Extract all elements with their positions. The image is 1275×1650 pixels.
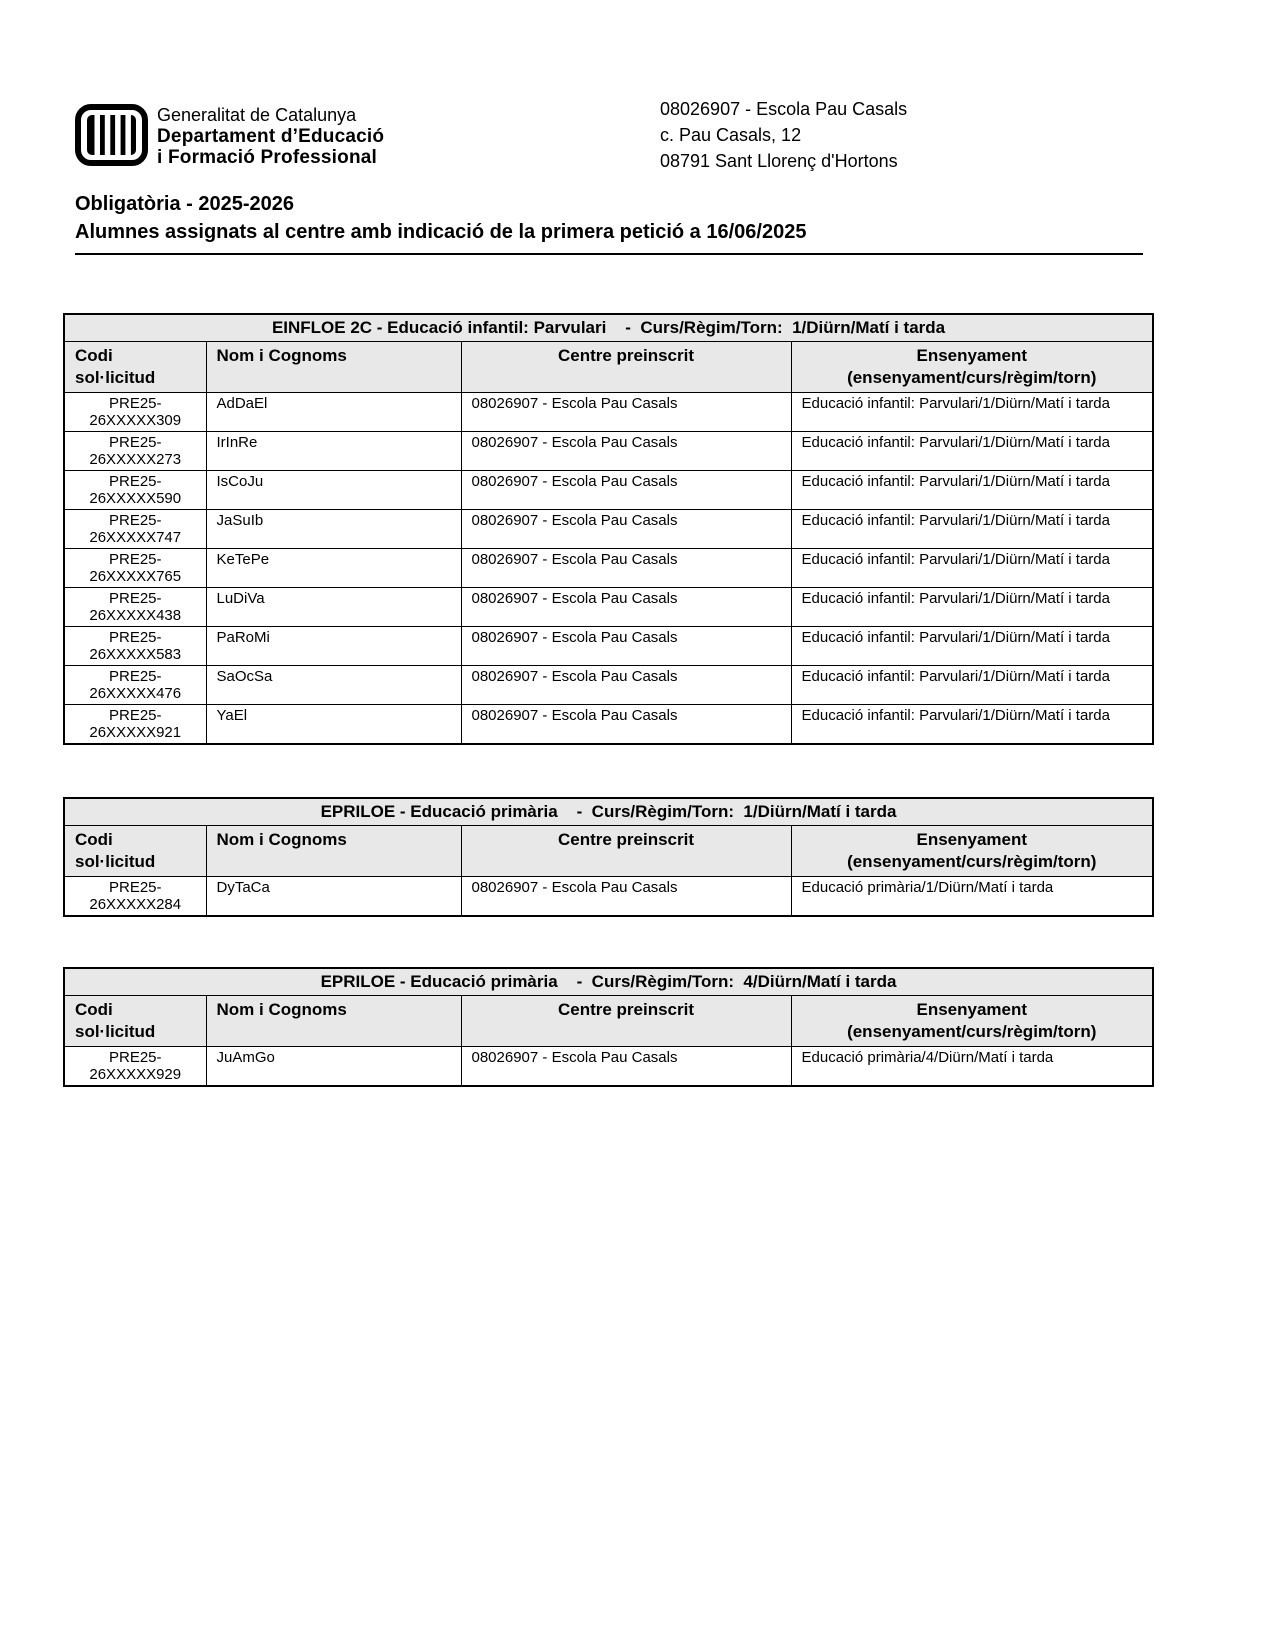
table-row <box>64 393 1153 432</box>
column-header-codi-line1: Codi <box>75 346 113 365</box>
cell-ensenyament: Educació infantil: Parvulari/1/Diürn/Matí i tarda <box>791 588 1153 627</box>
cell-ensenyament: Educació infantil: Parvulari/1/Diürn/Matí i tarda <box>791 705 1153 745</box>
cell-centre-preinscrit: 08026907 - Escola Pau Casals <box>461 510 791 549</box>
column-header-ense-line2: (ensenyament/curs/règim/torn) <box>847 368 1097 387</box>
column-header-codi-line2: sol·licitud <box>75 368 156 387</box>
table-row <box>64 432 1153 471</box>
table-caption: EPRILOE - Educació primària - Curs/Règim/Torn: 1/Diürn/Matí i tarda <box>64 798 1153 826</box>
cell-ensenyament: Educació primària/4/Diürn/Matí i tarda <box>791 1047 1153 1087</box>
cell-ensenyament: Educació infantil: Parvulari/1/Diürn/Matí i tarda <box>791 627 1153 666</box>
column-header-ense-line2: (ensenyament/curs/règim/torn) <box>847 852 1097 871</box>
cell-nom-cognoms: IrInRe <box>206 432 461 471</box>
table-caption-row <box>64 968 1153 996</box>
cell-centre-preinscrit: 08026907 - Escola Pau Casals <box>461 471 791 510</box>
cell-nom-cognoms: IsCoJu <box>206 471 461 510</box>
cell-nom-cognoms: JuAmGo <box>206 1047 461 1087</box>
table-header-row <box>64 342 1153 393</box>
brand-line-departament: Departament d’Educació <box>157 126 385 147</box>
cell-codi-sollicitud: PRE25- 26XXXXX765 <box>64 549 206 588</box>
table-row <box>64 705 1153 745</box>
cell-nom-cognoms: LuDiVa <box>206 588 461 627</box>
cell-codi-sollicitud: PRE25- 26XXXXX273 <box>64 432 206 471</box>
cell-nom-cognoms: SaOcSa <box>206 666 461 705</box>
column-header-centre: Centre preinscrit <box>461 342 791 393</box>
column-header-ensenyament <box>791 826 1153 877</box>
table-caption-row <box>64 314 1153 342</box>
cell-nom-cognoms: YaEl <box>206 705 461 745</box>
cell-centre-preinscrit: 08026907 - Escola Pau Casals <box>461 432 791 471</box>
cell-nom-cognoms: JaSuIb <box>206 510 461 549</box>
column-header-ense-line1: Ensenyament <box>916 830 1028 849</box>
column-header-nom: Nom i Cognoms <box>206 996 461 1047</box>
table-caption: EPRILOE - Educació primària - Curs/Règim/Torn: 4/Diürn/Matí i tarda <box>64 968 1153 996</box>
cell-ensenyament: Educació infantil: Parvulari/1/Diürn/Matí i tarda <box>791 471 1153 510</box>
table-caption: EINFLOE 2C - Educació infantil: Parvulari - Curs/Règim/Torn: 1/Diürn/Matí i tarda <box>64 314 1153 342</box>
table-header-row <box>64 826 1153 877</box>
school-name: 08026907 - Escola Pau Casals <box>660 99 908 119</box>
table-row <box>64 588 1153 627</box>
title-line-2: Alumnes assignats al centre amb indicació de la primera petició a 16/06/2025 <box>75 221 807 243</box>
table-row <box>64 1047 1153 1087</box>
brand-line-formacio: i Formació Professional <box>157 147 377 168</box>
school-address-block <box>660 96 907 174</box>
cell-ensenyament: Educació infantil: Parvulari/1/Diürn/Matí i tarda <box>791 510 1153 549</box>
cell-codi-sollicitud: PRE25- 26XXXXX929 <box>64 1047 206 1087</box>
document-title <box>75 190 1143 255</box>
table-row <box>64 510 1153 549</box>
column-header-ense-line1: Ensenyament <box>916 346 1028 365</box>
cell-ensenyament: Educació primària/1/Diürn/Matí i tarda <box>791 877 1153 917</box>
cell-ensenyament: Educació infantil: Parvulari/1/Diürn/Matí i tarda <box>791 432 1153 471</box>
column-header-centre: Centre preinscrit <box>461 826 791 877</box>
cell-codi-sollicitud: PRE25- 26XXXXX583 <box>64 627 206 666</box>
table-eprile-curs1 <box>63 797 1154 917</box>
cell-centre-preinscrit: 08026907 - Escola Pau Casals <box>461 1047 791 1087</box>
cell-nom-cognoms: AdDaEl <box>206 393 461 432</box>
column-header-codi <box>64 826 206 877</box>
cell-nom-cognoms: DyTaCa <box>206 877 461 917</box>
column-header-codi-line2: sol·licitud <box>75 1022 156 1041</box>
column-header-ense-line1: Ensenyament <box>916 1000 1028 1019</box>
table-header-row <box>64 996 1153 1047</box>
cell-codi-sollicitud: PRE25- 26XXXXX438 <box>64 588 206 627</box>
cell-codi-sollicitud: PRE25- 26XXXXX476 <box>64 666 206 705</box>
table-row <box>64 877 1153 917</box>
column-header-ensenyament <box>791 996 1153 1047</box>
school-city: 08791 Sant Llorenç d'Hortons <box>660 151 898 171</box>
tables-container <box>63 313 1152 1087</box>
column-header-codi-line2: sol·licitud <box>75 852 156 871</box>
cell-centre-preinscrit: 08026907 - Escola Pau Casals <box>461 549 791 588</box>
cell-centre-preinscrit: 08026907 - Escola Pau Casals <box>461 588 791 627</box>
column-header-codi <box>64 996 206 1047</box>
cell-centre-preinscrit: 08026907 - Escola Pau Casals <box>461 877 791 917</box>
column-header-codi <box>64 342 206 393</box>
table-caption-row <box>64 798 1153 826</box>
brand-text <box>157 104 384 168</box>
school-street: c. Pau Casals, 12 <box>660 125 802 145</box>
column-header-ense-line2: (ensenyament/curs/règim/torn) <box>847 1022 1097 1041</box>
cell-codi-sollicitud: PRE25- 26XXXXX921 <box>64 705 206 745</box>
cell-nom-cognoms: PaRoMi <box>206 627 461 666</box>
cell-ensenyament: Educació infantil: Parvulari/1/Diürn/Matí i tarda <box>791 666 1153 705</box>
table-row <box>64 471 1153 510</box>
column-header-centre: Centre preinscrit <box>461 996 791 1047</box>
column-header-codi-line1: Codi <box>75 830 113 849</box>
column-header-nom: Nom i Cognoms <box>206 826 461 877</box>
title-line-1: Obligatòria - 2025-2026 <box>75 193 294 215</box>
cell-centre-preinscrit: 08026907 - Escola Pau Casals <box>461 393 791 432</box>
table-einfloe-2c <box>63 313 1154 745</box>
cell-nom-cognoms: KeTePe <box>206 549 461 588</box>
cell-centre-preinscrit: 08026907 - Escola Pau Casals <box>461 705 791 745</box>
cell-centre-preinscrit: 08026907 - Escola Pau Casals <box>461 666 791 705</box>
table-row <box>64 627 1153 666</box>
cell-ensenyament: Educació infantil: Parvulari/1/Diürn/Matí i tarda <box>791 393 1153 432</box>
table-row <box>64 549 1153 588</box>
column-header-nom: Nom i Cognoms <box>206 342 461 393</box>
cell-codi-sollicitud: PRE25- 26XXXXX590 <box>64 471 206 510</box>
cell-centre-preinscrit: 08026907 - Escola Pau Casals <box>461 627 791 666</box>
generalitat-brand <box>75 104 384 171</box>
table-body <box>64 393 1153 745</box>
table-row <box>64 666 1153 705</box>
generalitat-logo-icon <box>75 104 148 171</box>
brand-line-generalitat: Generalitat de Catalunya <box>157 105 357 125</box>
column-header-codi-line1: Codi <box>75 1000 113 1019</box>
cell-ensenyament: Educació infantil: Parvulari/1/Diürn/Matí i tarda <box>791 549 1153 588</box>
cell-codi-sollicitud: PRE25- 26XXXXX284 <box>64 877 206 917</box>
table-body <box>64 1047 1153 1087</box>
cell-codi-sollicitud: PRE25- 26XXXXX309 <box>64 393 206 432</box>
table-eprile-curs4 <box>63 967 1154 1087</box>
cell-codi-sollicitud: PRE25- 26XXXXX747 <box>64 510 206 549</box>
table-body <box>64 877 1153 917</box>
column-header-ensenyament <box>791 342 1153 393</box>
